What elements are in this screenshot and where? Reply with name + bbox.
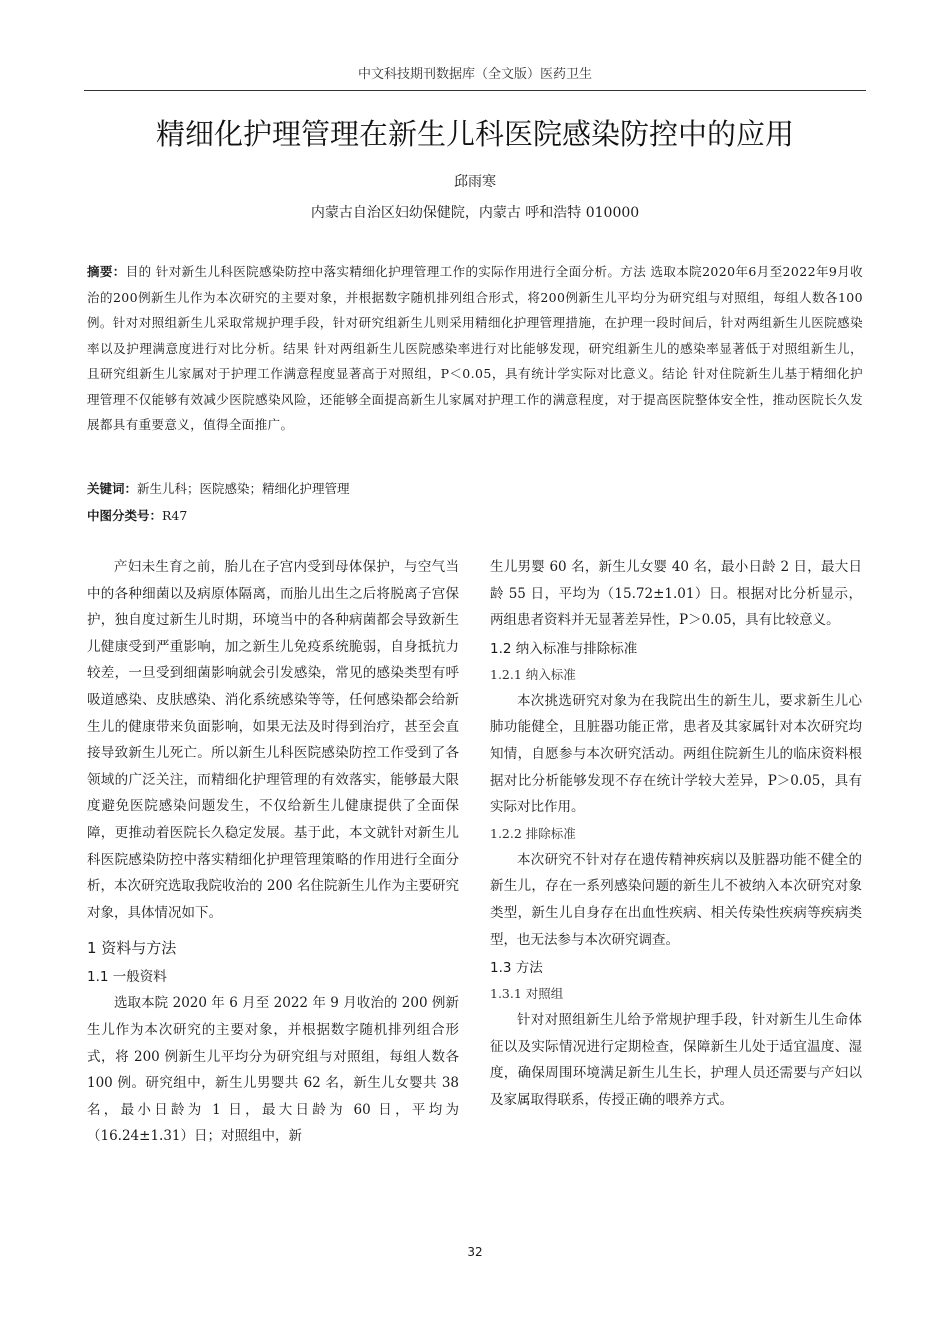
author-name: 邱雨寒 [454,174,496,190]
keywords-label: 关键词： [87,481,138,496]
abstract [87,259,863,438]
abstract-text: 目的 针对新生儿科医院感染防控中落实精细化护理管理工作的实际作用进行全面分析。方法 选取本院2020年6月至2022年9月收治的200例新生儿作为本次研究的主要对象，并根据数字随机排列组合形式，将200例新生儿平均分为研究组与对照组，每组人数各100例。针对对照组新生儿采取常规护理手段，针对研究组新生儿则采用精细化护理管理措施，在护理一段时间后，针对两组新生儿医院感染率以及护理满意度进行对比分析。结果 针对两组新生儿医院感染率进行对比能够发现，研究组新生儿的感染率显著低于对照组新生儿，且研究组新生儿家属对于护理工作满意程度显著高于对照组，P＜0.05，具有统计学实际对比意义。结论 针对住院新生儿基于精细化护理管理不仅能够有效减少医院感染风险，还能够全面提高新生儿家属对护理工作的满意程度，对于提高医院整体安全性，推动医院长久发展都具有重要意义，值得全面推广。 [87,264,863,432]
classification-label: 中图分类号： [87,508,163,523]
intro-paragraph: 产妇未生育之前，胎儿在子宫内受到母体保护，与空气当中的各种细菌以及病原体隔离，而胎儿出生之后将脱离子宫保护，独自度过新生儿时期，环境当中的各种病菌都会导致新生儿健康受到严重影响，加之新生儿免疫系统脆弱，自身抵抗力较差，一旦受到细菌影响就会引发感染，常见的感染类型有呼吸道感染、皮肤感染、消化系统感染等等，任何感染都会给新生儿的健康带来负面影响，如果无法及时得到治疗，甚至会直接导致新生儿死亡。所以新生儿科医院感染防控工作受到了各领域的广泛关注，而精细化护理管理的有效落实，能够最大限度避免医院感染问题发生，不仅给新生儿健康提供了全面保障，更推动着医院长久稳定发展。基于此，本文就针对新生儿科医院感染防控中落实精细化护理管理策略的作用进行全面分析，本次研究选取我院收治的 200 名住院新生儿作为主要研究对象，具体情况如下。 [87,559,459,921]
section-heading-1-2-2: 1.2.2 排除标准 [490,825,576,841]
right-column [490,554,862,1114]
general-data-paragraph: 选取本院 2020 年 6 月至 2022 年 9 月收治的 200 例新生儿作为本次研究的主要对象，并根据数字随机排列组合形式，将 200 例新生儿平均分为研究组与对照组，每组人数各 100 例。研究组中，新生儿男婴共 62 名，新生儿女婴共 38 名，最小日龄为 1 日，最大日龄为 60 日，平均为（16.24±1.31）日；对照组中，新 [87,995,459,1145]
section-heading-1-3-1: 1.3.1 对照组 [490,986,564,1002]
control-group-paragraph: 针对对照组新生儿给予常规护理手段，针对新生儿生命体征以及实际情况进行定期检查，保障新生儿处于适宜温度、湿度，确保周围环境满足新生儿生长，护理人员还需要与产妇以及家属取得联系，传授正确的喂养方式。 [490,1012,862,1108]
author-affiliation: 内蒙古自治区妇幼保健院，内蒙古 呼和浩特 010000 [310,205,640,221]
general-data-continued: 生儿男婴 60 名，新生儿女婴 40 名，最小日龄 2 日，最大日龄 55 日，平均为（15.72±1.01）日。根据对比分析显示，两组患者资料并无显著差异性，P＞0.05，具有比较意义。 [490,559,862,629]
left-column [87,554,459,1150]
classification-number [87,503,863,528]
inclusion-criteria-paragraph: 本次挑选研究对象为在我院出生的新生儿，要求新生儿心肺功能健全，且脏器功能正常，患者及其家属针对本次研究均知情，自愿参与本次研究活动。两组住院新生儿的临床资料根据对比分析能够发现不存在统计学较大差异，P＞0.05，具有实际对比作用。 [490,692,862,816]
section-heading-1-1: 1.1 一般资料 [87,969,167,986]
page-number: 32 [467,1245,483,1259]
keywords [87,476,863,501]
section-heading-1-2: 1.2 纳入标准与排除标准 [490,640,638,657]
exclusion-criteria-paragraph: 本次研究不针对存在遗传精神疾病以及脏器功能不健全的新生儿，存在一系列感染问题的新生儿不被纳入本次研究对象类型，新生儿自身存在出血性疾病、相关传染性疾病等疾病类型，也无法参与本次研究调查。 [490,851,862,948]
section-heading-1-2-1: 1.2.1 纳入标准 [490,666,576,682]
paper-title: 精细化护理管理在新生儿科医院感染防控中的应用 [155,117,794,151]
abstract-label: 摘要： [87,264,126,279]
classification-text: R47 [162,508,188,523]
section-heading-1: 1 资料与方法 [87,939,177,958]
section-heading-1-3: 1.3 方法 [490,960,543,977]
journal-header: 中文科技期刊数据库（全文版）医药卫生 [84,64,866,91]
keywords-text: 新生儿科；医院感染；精细化护理管理 [137,481,350,496]
